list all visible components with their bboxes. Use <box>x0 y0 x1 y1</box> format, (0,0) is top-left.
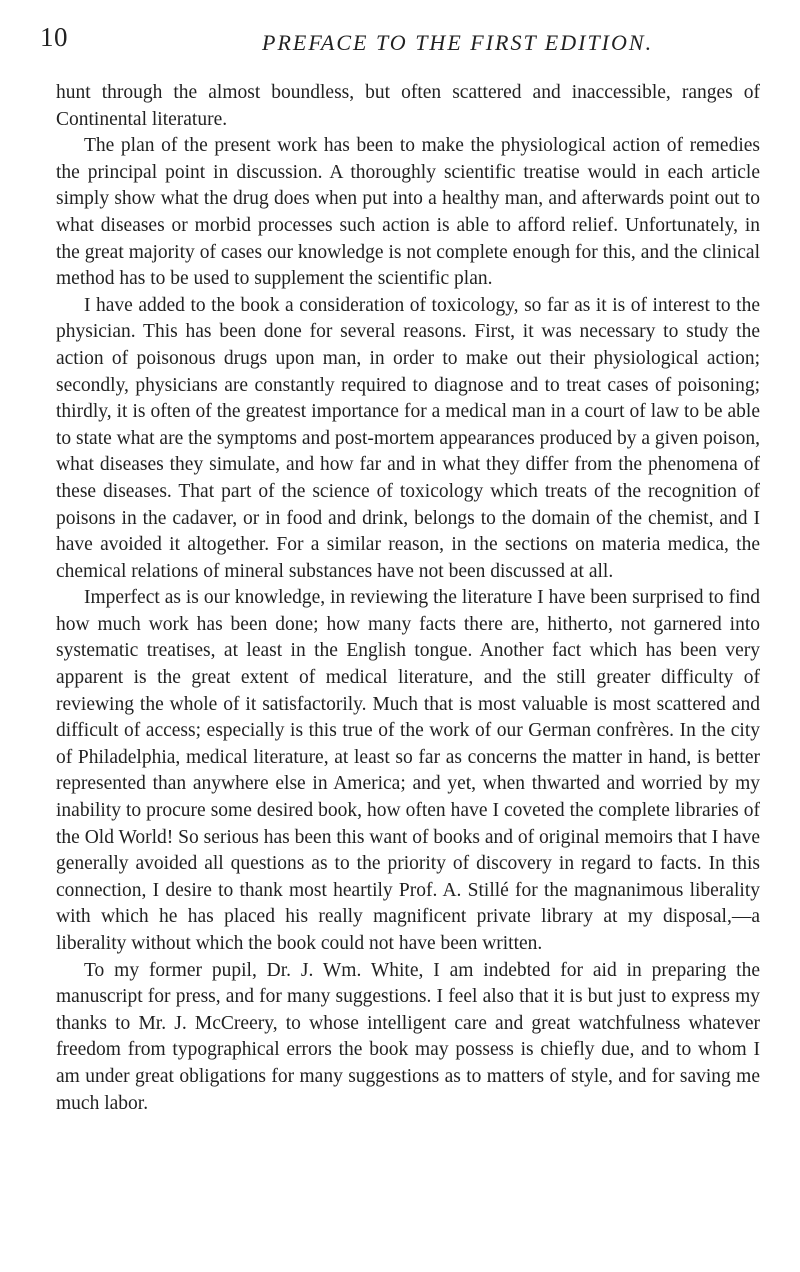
paragraph-acknowledgements: To my former pupil, Dr. J. Wm. White, I am indebted for aid in preparing the manuscript for press, and for many suggestions. I feel also that it is but just to express my thanks to Mr. J. McCreery, to whose intelligent care and great watchfulness whatever freedom from typographical errors the book may possess is chiefly due, and to whom I am under great obligations for many suggestions as to matters of style, and for saving me much labor. <box>56 959 760 1114</box>
page-number: 10 <box>40 22 68 52</box>
body-text <box>56 80 760 1117</box>
page-header <box>40 22 760 62</box>
running-head: PREFACE TO THE FIRST EDITION. <box>262 30 654 55</box>
paragraph-plan: The plan of the present work has been to make the physiological action of remedies the principal point in discussion. A thoroughly scientific treatise would in each article simply show what the drug does when put into a healthy man, and afterwards point out to what diseases or morbid processes such action is able to afford relief. Unfortunately, in the great majority of cases our knowledge is not complete enough for this, and the clinical method has to be used to supplement the scientific plan. <box>56 135 760 290</box>
paragraph-toxicology: I have added to the book a consideration of toxicology, so far as it is of interest to the physician. This has been done for several reasons. First, it was necessary to study the action of poisonous drugs upon man, in order to make out their physiological action; secondly, physicians are constantly required to diagnose and to treat cases of poisoning; thirdly, it is often of the greatest importance for a medical man in a court of law to be able to state what are the symptoms and post-mortem appearances produced by a given poison, what diseases they simulate, and how far and in what they differ from the phenomena of these diseases. That part of the science of toxicology which treats of the recognition of poisons in the cadaver, or in food and drink, belongs to the domain of the chemist, and I have avoided it altogether. For a similar reason, in the sections on materia medica, the chemical relations of mineral substances have not been discussed at all. <box>56 294 760 582</box>
paragraph-literature: Imperfect as is our knowledge, in reviewing the literature I have been surprised to find how much work has been done; how many facts there are, hitherto, not garnered into systematic treatises, at least in the English tongue. Another fact which has been very apparent is the great extent of medical literature, and the still greater difficulty of reviewing the whole of it satisfactorily. Much that is most valuable is most scattered and difficult of access; especially is this true of the work of our German confrères. In the city of Philadelphia, medical literature, at least so far as concerns the matter in hand, is better represented than anywhere else in America; and yet, when thwarted and worried by my inability to procure some desired book, how often have I coveted the complete libraries of the Old World! So serious has been this want of books and of original memoirs that I have generally avoided all questions as to the priority of discovery in regard to facts. In this connection, I desire to thank most heartily Prof. A. Stillé for the magnanimous liberality with which he has placed his really magnificent private library at my disposal,—a liberality without which the book could not have been written. <box>56 587 760 954</box>
paragraph-continuation: hunt through the almost boundless, but often scattered and inaccessible, ranges of Continental literature. <box>56 82 760 130</box>
